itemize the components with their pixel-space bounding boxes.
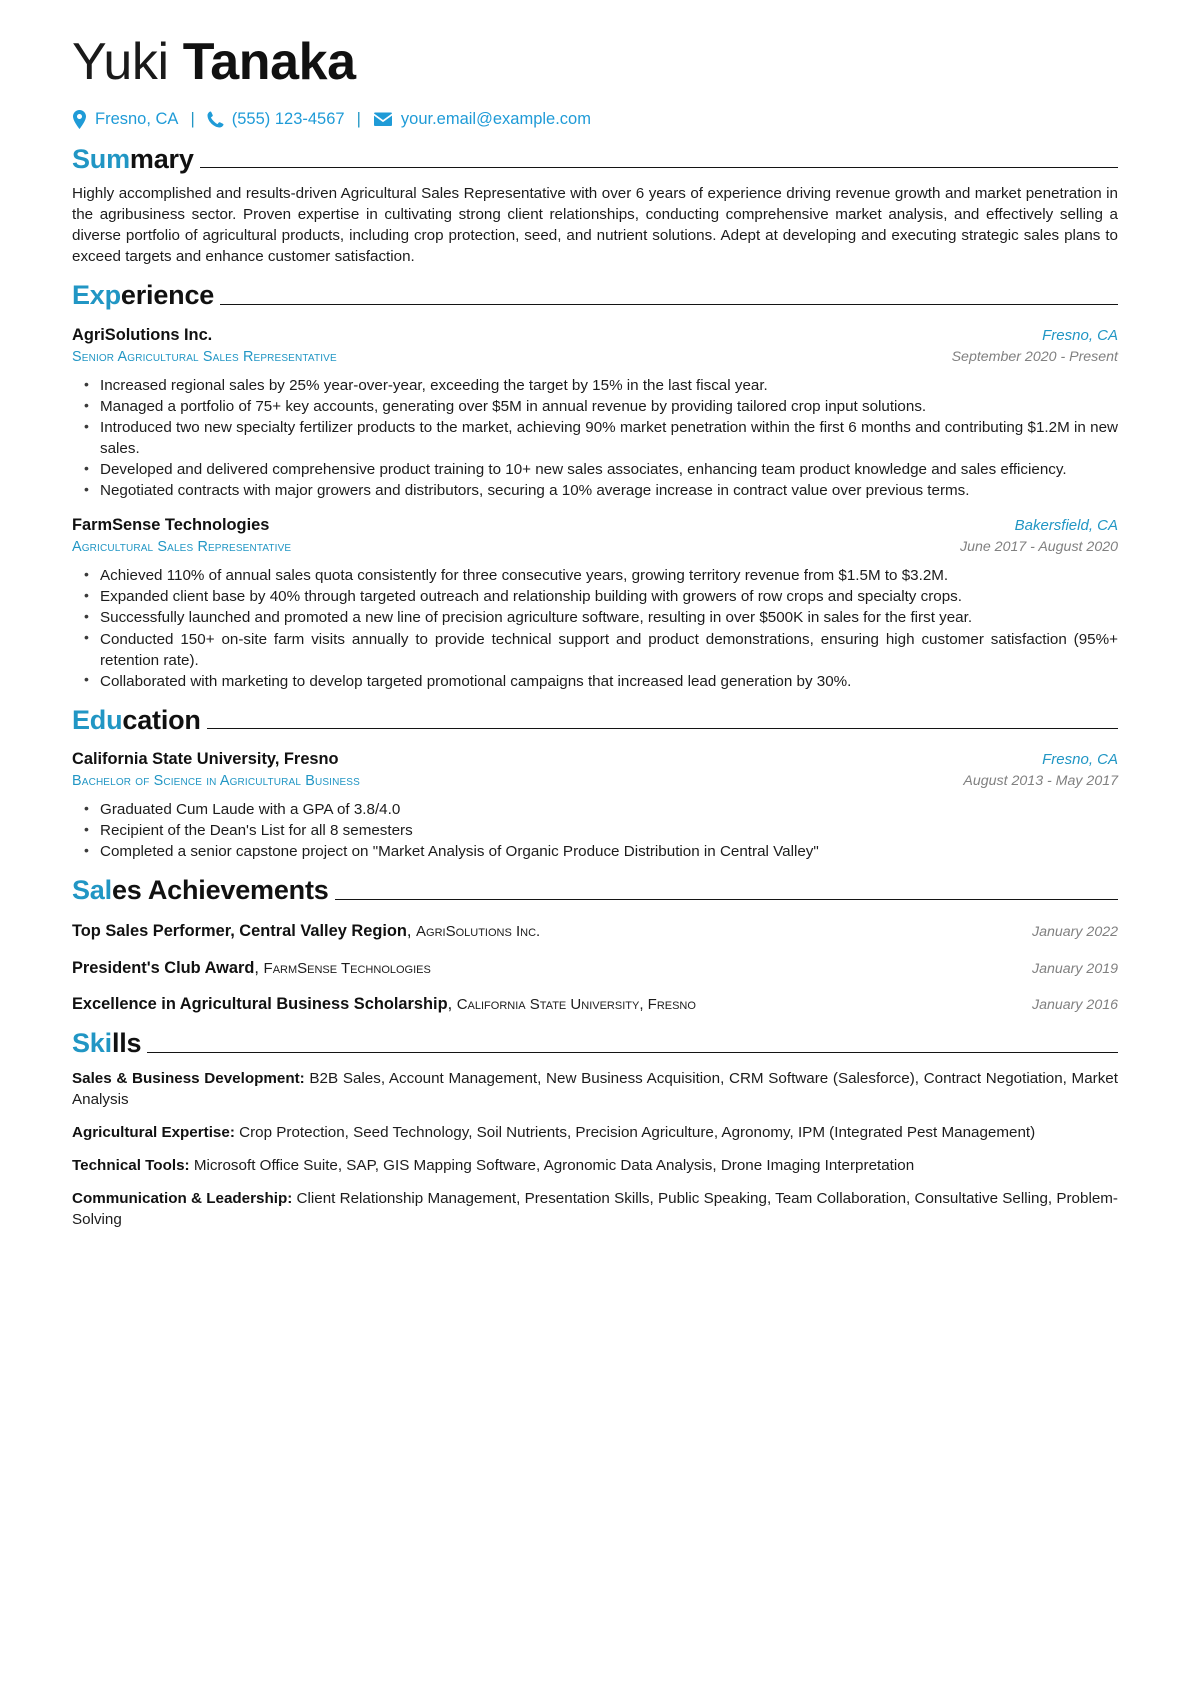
summary-rule — [200, 167, 1118, 168]
achievement-text: Top Sales Performer, Central Valley Region, AgriSolutions Inc. — [72, 922, 541, 941]
summary-title-highlight: Sum — [72, 143, 130, 174]
experience-bullets — [72, 375, 1118, 501]
bullet-item: • Introduced two new specialty fertilizer products to the market, achieving 90% market penetration within the first 6 months and contributing $1.2M in new sales. — [72, 417, 1118, 459]
experience-heading — [72, 281, 1118, 311]
achievement-title: Top Sales Performer, Central Valley Region — [72, 922, 407, 941]
achievement-org: FarmSense Technologies — [263, 959, 431, 977]
skills-title-highlight: Ski — [72, 1028, 112, 1059]
experience-title-highlight: Exp — [72, 280, 121, 311]
experience-title-rest: erience — [120, 280, 215, 311]
phone-icon — [207, 111, 224, 128]
bullet-item: • Completed a senior capstone project on "Market Analysis of Organic Produce Distribution in Central Valley" — [72, 841, 1118, 862]
job-title: Senior Agricultural Sales Representative — [72, 348, 337, 365]
contact-bar — [72, 108, 1118, 130]
bullet-item: • Developed and delivered comprehensive product training to 10+ new sales associates, enhancing team product knowledge and sales efficiency. — [72, 459, 1118, 480]
achievement-title: President's Club Award — [72, 958, 255, 977]
experience-bullets — [72, 565, 1118, 691]
summary-text: Highly accomplished and results-driven Agricultural Sales Representative with over 6 years of experience driving revenue growth and market penetration in the agribusiness sector. Proven expertise in cultivating strong client relationships, conducting comprehensive market analysis, and effectively selling a diverse portfolio of agricultural products, including crop protection, seed, and nutrient solutions. Adept at developing and executing strategic sales plans to exceed targets and enhance customer satisfaction. — [72, 185, 1118, 266]
bullet-item: • Achieved 110% of annual sales quota consistently for three consecutive years, growing territory revenue from $1.5M to $3.2M. — [72, 565, 1118, 586]
bullet-item: • Collaborated with marketing to develop targeted promotional campaigns that increased lead generation by 30%. — [72, 671, 1118, 692]
first-name: Yuki — [72, 33, 169, 91]
entry-header-row — [72, 324, 1118, 346]
skill-group — [72, 1155, 1118, 1176]
section-skills — [72, 1029, 1118, 1230]
phone-text: (555) 123-4567 — [231, 110, 345, 129]
achievement-org: California State University, Fresno — [456, 995, 696, 1013]
section-education — [72, 706, 1118, 863]
skill-items: Microsoft Office Suite, SAP, GIS Mapping Software, Agronomic Data Analysis, Drone Imaging Interpretation — [193, 1157, 915, 1175]
job-title: Agricultural Sales Representative — [72, 538, 292, 555]
contact-separator-2: | — [356, 110, 361, 129]
contact-separator-1: | — [190, 110, 195, 129]
achievement-date: January 2016 — [1032, 996, 1118, 1013]
achievement-text: Excellence in Agricultural Business Scholarship, California State University, Fresno — [72, 994, 696, 1013]
skill-group — [72, 1068, 1118, 1110]
achievement-text: President's Club Award, FarmSense Technologies — [72, 958, 431, 977]
last-name: Tanaka — [182, 33, 356, 91]
education-title-rest: cation — [122, 704, 201, 735]
entry-header-row — [72, 514, 1118, 536]
achievements-title — [72, 876, 335, 906]
skill-category: Agricultural Expertise: — [72, 1124, 235, 1142]
bullet-item: • Recipient of the Dean's List for all 8 semesters — [72, 820, 1118, 841]
job-dates: September 2020 - Present — [951, 348, 1118, 365]
degree-title: Bachelor of Science in Agricultural Business — [72, 772, 360, 789]
education-title — [72, 706, 207, 736]
employer-name: AgriSolutions Inc. — [72, 326, 213, 345]
candidate-name — [72, 34, 1118, 90]
achievement-row — [72, 993, 1118, 1015]
skill-category: Technical Tools: — [72, 1157, 190, 1175]
achievement-title: Excellence in Agricultural Business Scholarship — [72, 994, 448, 1013]
section-achievements — [72, 876, 1118, 1015]
bullet-item: • Increased regional sales by 25% year-over-year, exceeding the target by 15% in the last fiscal year. — [72, 375, 1118, 396]
job-dates: June 2017 - August 2020 — [959, 538, 1118, 555]
education-heading — [72, 706, 1118, 736]
education-bullets — [72, 799, 1118, 862]
summary-heading — [72, 145, 1118, 175]
contact-email[interactable] — [373, 108, 591, 130]
achievement-row — [72, 920, 1118, 942]
experience-rule — [220, 304, 1118, 305]
section-summary — [72, 145, 1118, 268]
experience-entry — [72, 514, 1118, 691]
achievement-row — [72, 957, 1118, 979]
achievements-heading — [72, 876, 1118, 906]
education-rule — [207, 728, 1118, 729]
achievement-date: January 2019 — [1032, 960, 1118, 977]
map-pin-icon — [72, 110, 87, 129]
bullet-item: • Graduated Cum Laude with a GPA of 3.8/4.0 — [72, 799, 1118, 820]
bullet-item: • Expanded client base by 40% through targeted outreach and relationship building with growers of row crops and specialty crops. — [72, 586, 1118, 607]
entry-subheader-row — [72, 772, 1118, 792]
skill-group — [72, 1122, 1118, 1143]
employer-location: Fresno, CA — [1042, 327, 1118, 345]
entry-header-row — [72, 748, 1118, 770]
envelope-icon — [373, 112, 393, 127]
summary-title-rest: mary — [129, 143, 194, 174]
education-entry — [72, 748, 1118, 862]
achievement-org: AgriSolutions Inc. — [416, 923, 541, 941]
contact-phone[interactable] — [207, 108, 345, 130]
skill-items: Crop Protection, Seed Technology, Soil Nutrients, Precision Agriculture, Agronomy, IPM (Integrated Pest Management) — [239, 1124, 1036, 1142]
achievements-rule — [335, 899, 1118, 900]
location-text: Fresno, CA — [95, 110, 179, 129]
bullet-item: • Negotiated contracts with major growers and distributors, securing a 10% average increase in contract value over previous terms. — [72, 480, 1118, 501]
employer-name: FarmSense Technologies — [72, 516, 270, 535]
skill-group — [72, 1188, 1118, 1230]
skill-category: Sales & Business Development: — [72, 1070, 305, 1087]
skill-category: Communication & Leadership: — [72, 1190, 293, 1208]
school-location: Fresno, CA — [1042, 751, 1118, 769]
employer-location: Bakersfield, CA — [1014, 517, 1118, 535]
experience-entry — [72, 324, 1118, 501]
bullet-item: • Successfully launched and promoted a new line of precision agriculture software, resulting in over $500K in sales for the first year. — [72, 607, 1118, 628]
bullet-item: • Managed a portfolio of 75+ key accounts, generating over $5M in annual revenue by providing tailored crop input solutions. — [72, 396, 1118, 417]
achievements-title-highlight: Sal — [72, 875, 112, 906]
skills-title-rest: lls — [111, 1028, 142, 1059]
achievement-date: January 2022 — [1032, 924, 1118, 941]
entry-subheader-row — [72, 348, 1118, 368]
education-dates: August 2013 - May 2017 — [963, 772, 1118, 789]
experience-title — [72, 281, 220, 311]
skills-heading — [72, 1029, 1118, 1059]
achievements-title-rest: es Achievements — [111, 875, 329, 906]
education-title-highlight: Edu — [72, 704, 123, 735]
entry-subheader-row — [72, 538, 1118, 558]
skills-title — [72, 1029, 147, 1059]
contact-location — [72, 108, 178, 130]
skills-rule — [147, 1052, 1118, 1053]
skill-items: Client Relationship Management, Presentation Skills, Public Speaking, Team Collaboration, Consultative Selling, Problem-Solving — [72, 1190, 1118, 1229]
skill-items: B2B Sales, Account Management, New Business Acquisition, CRM Software (Salesforce), Contract Negotiation, Market Analysis — [72, 1070, 1118, 1109]
school-name: California State University, Fresno — [72, 750, 339, 769]
email-text: your.email@example.com — [400, 110, 591, 129]
section-experience — [72, 281, 1118, 691]
bullet-item: • Conducted 150+ on-site farm visits annually to provide technical support and product demonstrations, ensuring high customer satisfaction (95%+ retention rate). — [72, 629, 1118, 671]
summary-title — [72, 145, 200, 175]
